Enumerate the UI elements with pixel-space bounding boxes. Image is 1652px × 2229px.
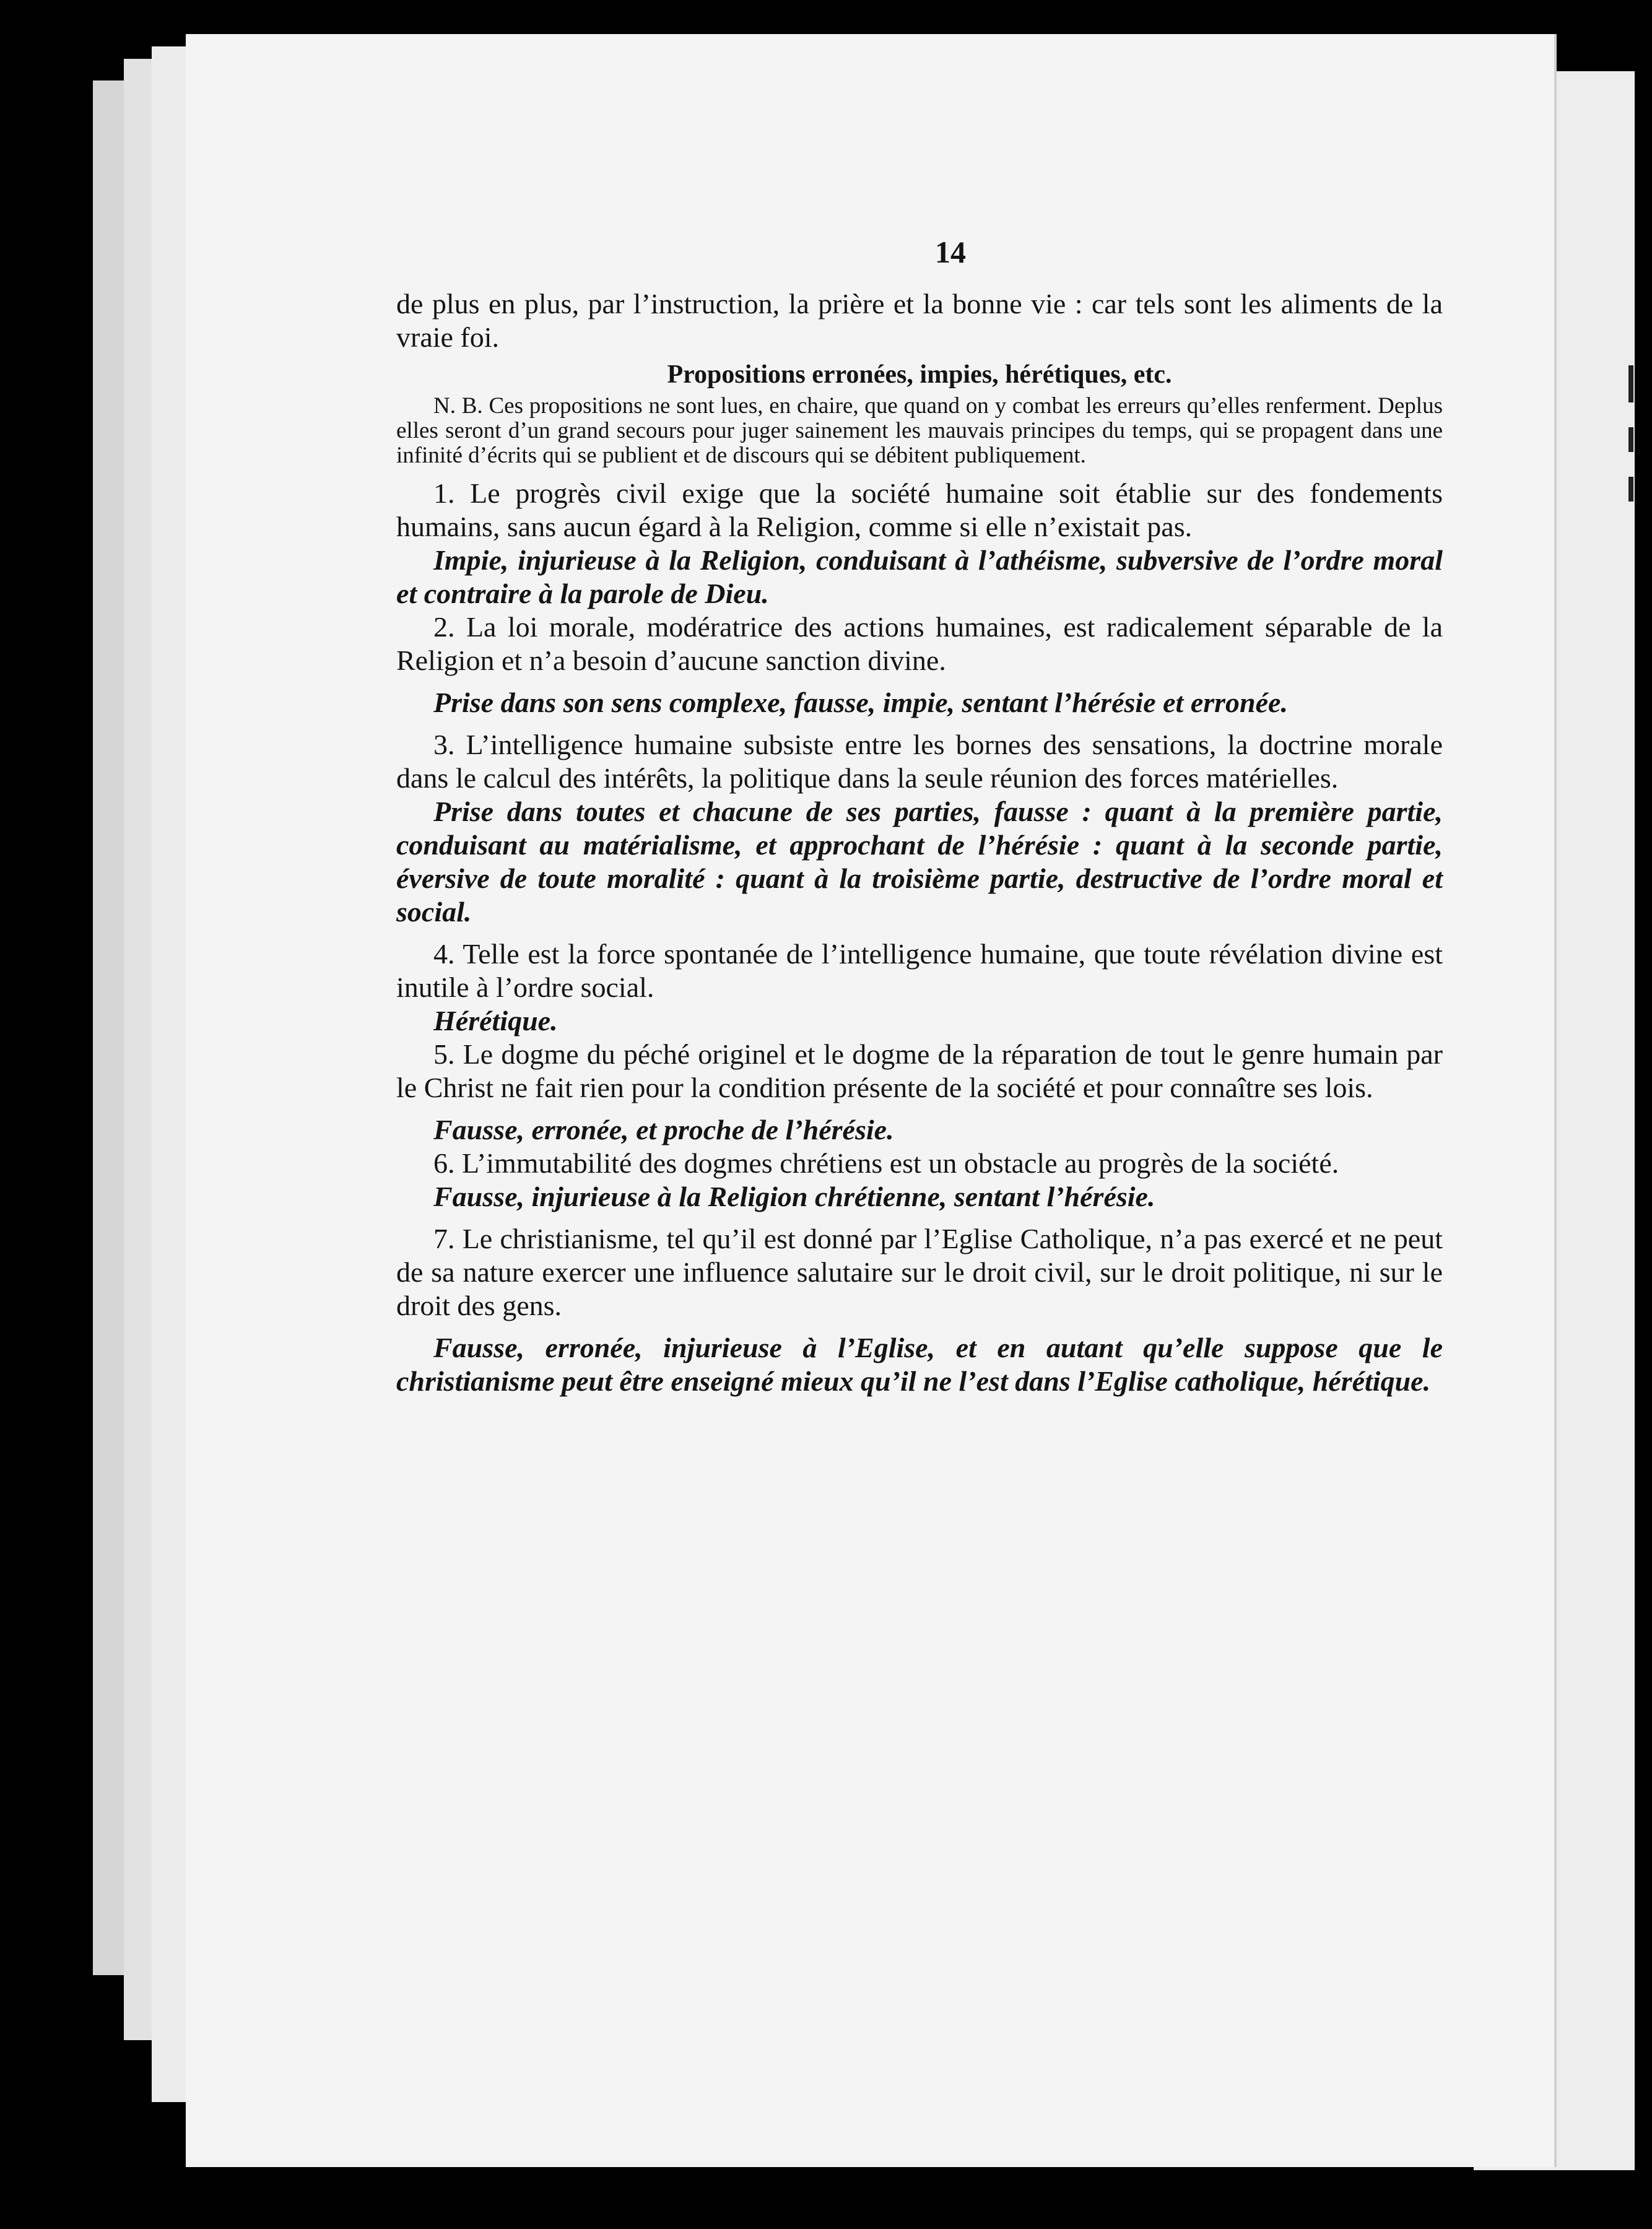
back-page-mark bbox=[1628, 365, 1633, 402]
proposition: 5. Le dogme du péché originel et le dogme de la réparation de tout le genre humain par le Christ ne fait rien pour la condition présente de la société et pour connaître ses lois. bbox=[396, 1038, 1443, 1103]
censure: Prise dans toutes et chacune de ses parties, fausse : quant à la première partie, conduisant au matérialisme, et approchant de l’hérésie : quant à la seconde partie, éversive de toute moralité : quant à la troisième partie, destructive de l’ordre moral et social. bbox=[396, 796, 1443, 928]
page-number: 14 bbox=[935, 235, 966, 269]
proposition: 1. Le progrès civil exige que la société humaine soit établie sur des fondements humains, sans aucun égard à la Religion, comme si elle n’existait pas. bbox=[396, 477, 1443, 542]
censure: Prise dans son sens complexe, fausse, impie, sentant l’hérésie et erronée. bbox=[433, 687, 1288, 718]
editorial-note: N. B. Ces propositions ne sont lues, en chaire, que quand on y combat les erreurs qu’elles renferment. Deplus elles seront d’un grand secours pour juger sainement les mauvais principes du temps, qui se propagent dans une infinité d’écrits qui se publient et de discours qui se débitent publiquement. bbox=[396, 393, 1443, 468]
censure: Fausse, erronée, et proche de l’hérésie. bbox=[433, 1114, 894, 1145]
proposition: 4. Telle est la force spontanée de l’intelligence humaine, que toute révélation divine est inutile à l’ordre social. bbox=[396, 938, 1443, 1003]
proposition: 2. La loi morale, modératrice des actions humaines, est radicalement séparable de la Religion et n’a besoin d’aucune sanction divine. bbox=[396, 611, 1443, 676]
censure: Hérétique. bbox=[433, 1005, 558, 1036]
censure: Impie, injurieuse à la Religion, conduisant à l’athéisme, subversive de l’ordre moral et contraire à la parole de Dieu. bbox=[396, 544, 1443, 609]
proposition: 7. Le christianisme, tel qu’il est donné par l’Eglise Catholique, n’a pas exercé et ne peut de sa nature exercer une influence salutaire sur le droit civil, sur le droit politique, ni sur le droit des gens. bbox=[396, 1223, 1443, 1321]
back-page-mark bbox=[1628, 427, 1633, 452]
back-page-mark bbox=[1628, 477, 1633, 502]
section-heading: Propositions erronées, impies, hérétiques, etc. bbox=[667, 360, 1172, 389]
censure: Fausse, injurieuse à la Religion chrétienne, sentant l’hérésie. bbox=[433, 1181, 1155, 1212]
censure: Fausse, erronée, injurieuse à l’Eglise, et en autant qu’elle suppose que le christianisme peut être enseigné mieux qu’il ne l’est dans l’Eglise catholique, hérétique. bbox=[396, 1332, 1443, 1397]
proposition: 3. L’intelligence humaine subsiste entre les bornes des sensations, la doctrine morale dans le calcul des intérêts, la politique dans la seule réunion des forces matérielles. bbox=[396, 729, 1443, 794]
page-text bbox=[396, 235, 1443, 1398]
opening-paragraph: de plus en plus, par l’instruction, la prière et la bonne vie : car tels sont les aliments de la vraie foi. bbox=[396, 288, 1443, 353]
proposition: 6. L’immutabilité des dogmes chrétiens est un obstacle au progrès de la société. bbox=[433, 1147, 1339, 1179]
